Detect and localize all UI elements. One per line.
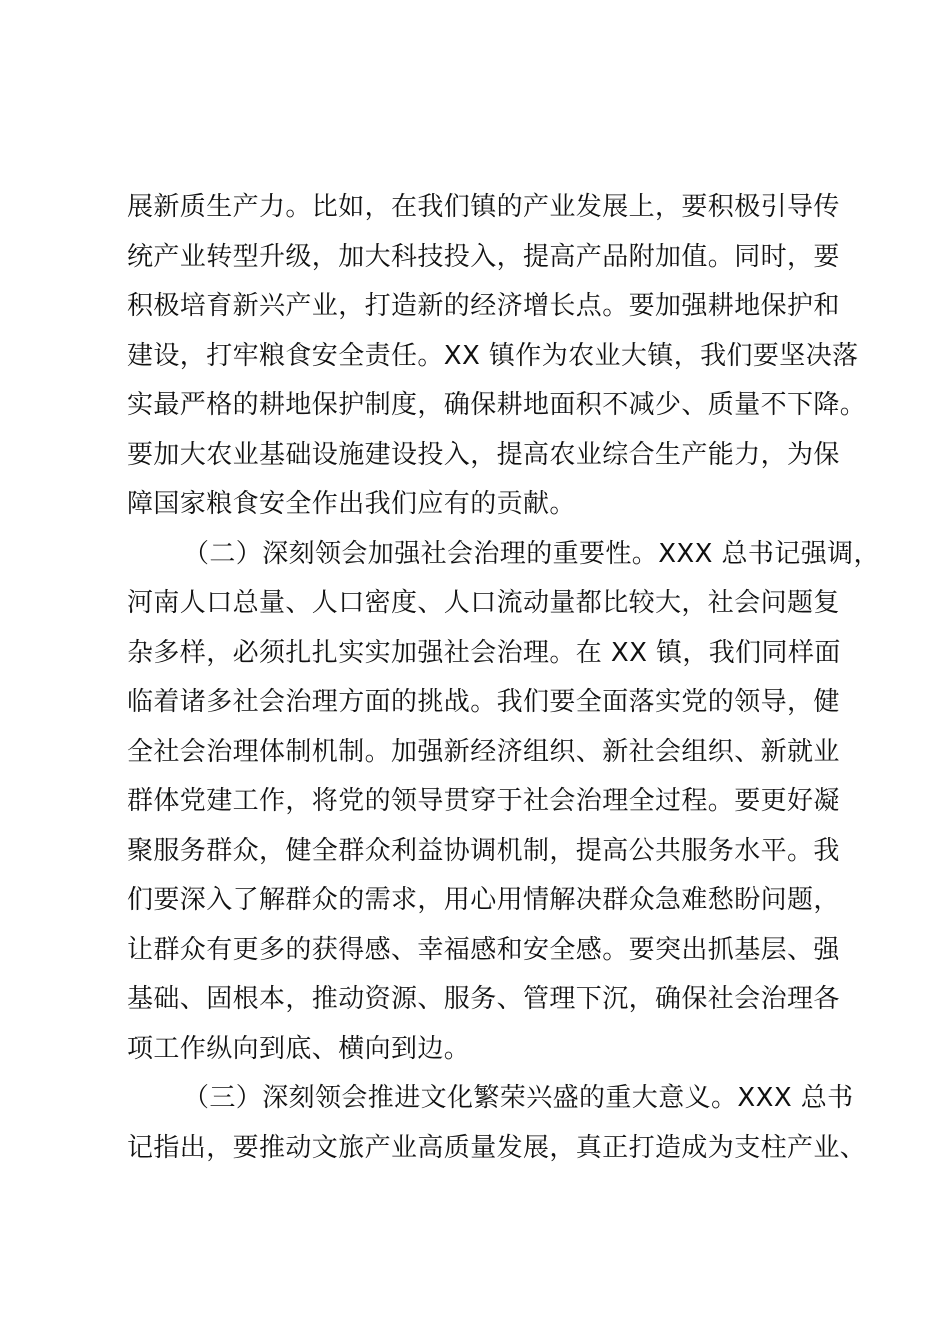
text-line: 统产业转型升级，加大科技投入，提高产品附加值。同时，要 <box>127 241 840 272</box>
text-line: 展新质生产力。比如，在我们镇的产业发展上，要积极引导传 <box>127 192 840 222</box>
text-line: 积极培育新兴产业，打造新的经济增长点。要加强耕地保护和 <box>127 291 840 321</box>
text-line: 杂多样，必须扎扎实实加强社会治理。在 XX 镇，我们同样面 <box>127 637 841 668</box>
document-body <box>127 183 880 1173</box>
text-line: 们要深入了解群众的需求，用心用情解决群众急难愁盼问题， <box>127 885 840 915</box>
text-line: 全社会治理体制机制。加强新经济组织、新社会组织、新就业 <box>127 736 840 767</box>
text-line: 群体党建工作，将党的领导贯穿于社会治理全过程。要更好凝 <box>127 786 840 816</box>
text-line: 记指出，要推动文旅产业高质量发展，真正打造成为支柱产业、 <box>127 1132 867 1163</box>
text-line: 实最严格的耕地保护制度，确保耕地面积不减少、质量不下降。 <box>127 390 867 420</box>
text-line: 基础、固根本，推动资源、服务、管理下沉，确保社会治理各 <box>127 984 840 1014</box>
text-line: 要加大农业基础设施建设投入，提高农业综合生产能力，为保 <box>127 439 840 470</box>
section-heading-line: （二）深刻领会加强社会治理的重要性。XXX 总书记强调， <box>183 538 880 569</box>
text-line: 河南人口总量、人口密度、人口流动量都比较大，社会问题复 <box>127 588 840 618</box>
text-line: 聚服务群众，健全群众利益协调机制，提高公共服务水平。我 <box>127 835 840 866</box>
text-line: 临着诸多社会治理方面的挑战。我们要全面落实党的领导，健 <box>127 687 840 717</box>
text-line: 建设，打牢粮食安全责任。XX 镇作为农业大镇，我们要坚决落 <box>127 340 859 371</box>
text-line: 项工作纵向到底、横向到边。 <box>127 1033 471 1064</box>
section-heading-line: （三）深刻领会推进文化繁荣兴盛的重大意义。XXX 总书 <box>183 1083 854 1113</box>
text-line: 障国家粮食安全作出我们应有的贡献。 <box>127 489 576 519</box>
text-line: 让群众有更多的获得感、幸福感和安全感。要突出抓基层、强 <box>127 934 840 965</box>
